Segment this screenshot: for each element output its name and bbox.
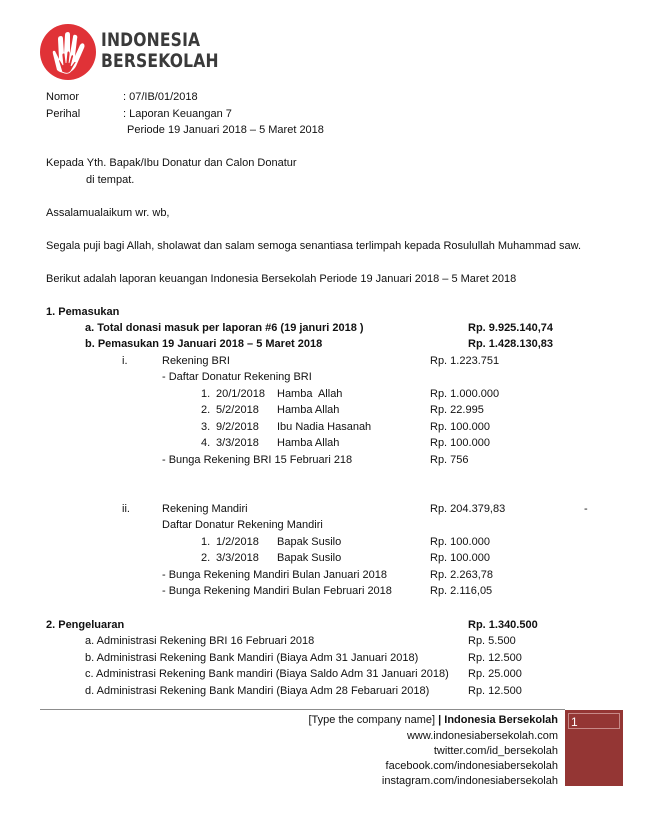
pemasukan-a-label: a. Total donasi masuk per laporan #6 (19 januri 2018 ) <box>85 322 364 334</box>
logo-hand-icon <box>40 24 96 80</box>
mandiri-interest-label: - Bunga Rekening Mandiri Bulan Januari 2018 <box>162 569 388 581</box>
page-number-box <box>565 710 623 786</box>
bri-donor-date: 3/3/2018 <box>216 437 259 449</box>
pengeluaran-item-amount: Rp. 5.500 <box>468 635 516 647</box>
nomor-label: Nomor <box>46 91 80 103</box>
mandiri-donor-name: Bapak Susilo <box>277 536 342 548</box>
logo-line-2: BERSEKOLAH <box>101 50 219 72</box>
mandiri-donor-name: Bapak Susilo <box>277 552 342 564</box>
perihal-label: Perihal <box>46 108 81 120</box>
bri-donor-date: 5/2/2018 <box>216 404 259 416</box>
mandiri-donor-amount: Rp. 100.000 <box>430 552 490 564</box>
bri-donor-name: Ibu Nadia Hasanah <box>277 421 372 433</box>
bri-donor-amount: Rp. 100.000 <box>430 421 490 433</box>
footer-company-placeholder[interactable]: [Type the company name] <box>308 714 436 726</box>
pengeluaran-item-label: c. Administrasi Rekening Bank mandiri (Biaya Saldo Adm 31 Januari 2018) <box>85 668 449 680</box>
periode-line: Periode 19 Januari 2018 – 5 Maret 2018 <box>127 124 324 136</box>
perihal-value: : Laporan Keuangan 7 <box>123 108 232 120</box>
place-line: di tempat. <box>86 174 135 186</box>
logo-wordmark <box>101 30 219 72</box>
bri-donor-amount: Rp. 22.995 <box>430 404 484 416</box>
bri-donor-no: 1. <box>201 388 211 400</box>
footer-website: www.indonesiabersekolah.com <box>406 730 558 742</box>
mandiri-donor-list-label: Daftar Donatur Rekening Mandiri <box>162 519 323 531</box>
bri-donor-name: Hamba Allah <box>277 404 340 416</box>
bri-donor-date: 9/2/2018 <box>216 421 259 433</box>
mandiri-numeral: ii. <box>122 503 130 515</box>
page-number: 1 <box>568 713 620 729</box>
pemasukan-b-amount: Rp. 1.428.130,83 <box>468 338 554 350</box>
pengeluaran-item-amount: Rp. 12.500 <box>468 652 522 664</box>
bri-donor-name: Hamba Allah <box>277 388 343 400</box>
bri-interest-label: - Bunga Rekening BRI 15 Februari 218 <box>162 454 353 466</box>
mandiri-interest-amount: Rp. 2.116,05 <box>430 585 493 597</box>
bri-donor-amount: Rp. 1.000.000 <box>430 388 500 400</box>
section-pemasukan-title: 1. Pemasukan <box>46 306 120 318</box>
mandiri-donor-date: 3/3/2018 <box>216 552 259 564</box>
bri-interest-amount: Rp. 756 <box>430 454 469 466</box>
logo-line-1: INDONESIA <box>101 29 201 51</box>
recipient-line: Kepada Yth. Bapak/Ibu Donatur dan Calon Donatur <box>46 157 297 169</box>
bri-donor-name: Hamba Allah <box>277 437 340 449</box>
mandiri-interest-label: - Bunga Rekening Mandiri Bulan Februari 2018 <box>162 585 392 597</box>
mandiri-donor-no: 2. <box>201 552 211 564</box>
intro-paragraph: Berikut adalah laporan keuangan Indonesia Bersekolah Periode 19 Januari 2018 – 5 Maret 2018 <box>46 273 517 285</box>
footer-divider <box>40 709 565 710</box>
footer-org-name: Indonesia Bersekolah <box>444 714 558 726</box>
greeting: Assalamualaikum wr. wb, <box>46 207 170 219</box>
mandiri-donor-amount: Rp. 100.000 <box>430 536 490 548</box>
bri-donor-list-label: - Daftar Donatur Rekening BRI <box>162 371 312 383</box>
pengeluaran-item-label: d. Administrasi Rekening Bank Mandiri (Biaya Adm 28 Febaruari 2018) <box>85 685 430 697</box>
mandiri-donor-date: 1/2/2018 <box>216 536 259 548</box>
mandiri-amount: Rp. 204.379,83 <box>430 503 506 515</box>
pemasukan-a-amount: Rp. 9.925.140,74 <box>468 322 554 334</box>
bri-donor-no: 3. <box>201 421 211 433</box>
bri-donor-amount: Rp. 100.000 <box>430 437 490 449</box>
footer-separator: | <box>435 714 445 726</box>
bri-donor-no: 4. <box>201 437 211 449</box>
mandiri-interest-amount: Rp. 2.263,78 <box>430 569 493 581</box>
bri-label: Rekening BRI <box>162 355 230 367</box>
pemasukan-b-label: b. Pemasukan 19 Januari 2018 – 5 Maret 2018 <box>85 338 323 350</box>
mandiri-label: Rekening Mandiri <box>162 503 248 515</box>
pengeluaran-item-amount: Rp. 12.500 <box>468 685 522 697</box>
bri-amount: Rp. 1.223.751 <box>430 355 500 367</box>
mandiri-trailing-mark: - <box>584 503 588 515</box>
pengeluaran-item-label: a. Administrasi Rekening BRI 16 Februari 2018 <box>85 635 315 647</box>
pengeluaran-total: Rp. 1.340.500 <box>468 619 538 631</box>
pengeluaran-item-amount: Rp. 25.000 <box>468 668 522 680</box>
section-pengeluaran-title: 2. Pengeluaran <box>46 619 125 631</box>
footer-twitter: twitter.com/id_bersekolah <box>433 745 558 757</box>
bri-donor-no: 2. <box>201 404 211 416</box>
mandiri-donor-no: 1. <box>201 536 211 548</box>
opening-paragraph: Segala puji bagi Allah, sholawat dan salam semoga senantiasa terlimpah kepada Rosulullah Muhammad saw. <box>46 240 582 252</box>
footer-facebook: facebook.com/indonesiabersekolah <box>385 760 558 772</box>
footer-instagram: instagram.com/indonesiabersekolah <box>381 775 558 787</box>
pengeluaran-item-label: b. Administrasi Rekening Bank Mandiri (Biaya Adm 31 Januari 2018) <box>85 652 419 664</box>
bri-numeral: i. <box>122 355 128 367</box>
nomor-value: : 07/IB/01/2018 <box>123 91 198 103</box>
bri-donor-date: 20/1/2018 <box>216 388 265 400</box>
footer-company-line <box>309 713 559 728</box>
